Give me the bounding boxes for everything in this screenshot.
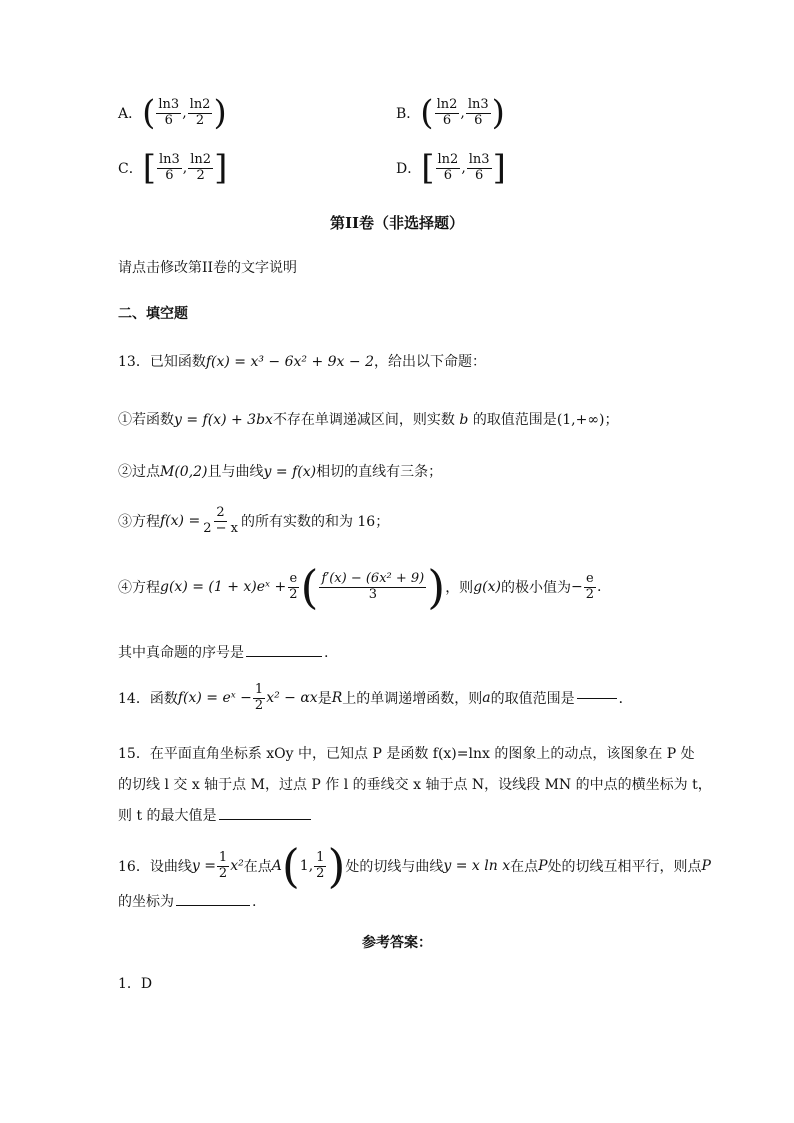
q16-P: P: [538, 858, 548, 874]
numerator: 1: [218, 849, 228, 865]
q16-a1: 1,: [299, 858, 314, 874]
prop2-expr: y = f(x): [263, 464, 317, 480]
numerator: ln3: [467, 96, 489, 112]
part-title: 第II卷（非选择题）: [329, 214, 465, 232]
denominator: 2: [316, 865, 325, 881]
open-paren: (: [281, 839, 300, 893]
denominator: 6: [474, 112, 483, 128]
denominator: 2: [585, 586, 594, 602]
fraction: [584, 572, 596, 603]
q16-mid: 处的切线与曲线: [345, 859, 444, 875]
prop4-end: .: [596, 579, 602, 595]
q13-ask: [118, 642, 328, 662]
numerator: ln3: [158, 96, 180, 112]
prop2-tail: 相切的直线有三条；: [316, 464, 443, 480]
prop1-expr: y = f(x) + 3bx: [174, 412, 273, 428]
q16-line-2: [118, 891, 256, 911]
denominator: 6: [443, 167, 453, 183]
answers-title: 参考答案：: [362, 935, 432, 951]
q16-A: A: [271, 858, 282, 874]
fraction: [217, 851, 229, 882]
denominator: 6: [475, 167, 484, 183]
close-paren: ): [427, 560, 446, 614]
fraction: [188, 153, 213, 184]
fraction: [156, 98, 181, 129]
fraction: [435, 98, 460, 129]
q16-curve: y = x ln x: [443, 858, 511, 874]
numerator: f′(x) − (6x² + 9): [321, 570, 425, 586]
numerator: ln3: [468, 151, 490, 167]
denominator: 6: [165, 167, 174, 183]
q14: [118, 683, 633, 714]
prop4-lead: ④方程: [118, 580, 160, 596]
q14-a: a: [482, 690, 491, 707]
fraction: [467, 153, 492, 184]
fraction: [436, 153, 461, 184]
close-paren: ): [491, 93, 505, 133]
fraction: [253, 683, 265, 714]
q16-label: 16．设曲线: [118, 859, 192, 875]
denominator: 2: [254, 697, 264, 713]
q13-tail: ，给出以下命题：: [374, 354, 486, 370]
denominator: 3: [368, 586, 377, 602]
q16-line-2-text: 的坐标为: [118, 894, 174, 910]
answer-blank[interactable]: [219, 818, 311, 820]
option-label: C．: [118, 161, 143, 177]
close-paren: ): [213, 93, 227, 133]
option-d: D． [ $\frac{\ln 2}{6}$ , $\frac{\ln 3}{6}$ ]: [396, 148, 506, 188]
fraction: [201, 506, 240, 537]
denominator: 2: [218, 865, 228, 881]
open-bracket: [: [421, 148, 435, 188]
answer-1: 1．D: [118, 976, 153, 992]
numerator: e: [289, 570, 298, 586]
q13-proposition-4: [118, 560, 602, 614]
prop4-neg: −: [570, 579, 583, 595]
q15-line-3: [118, 805, 313, 825]
q14-end: ．: [618, 691, 633, 708]
open-paren: (: [142, 93, 156, 133]
q13-function: f(x) = x³ − 6x² + 9x − 2: [205, 354, 374, 370]
q14-mid: 是: [317, 691, 332, 708]
option-b: B． ( $\frac{\ln 2}{6}$ , $\frac{\ln 3}{6}$ ): [396, 93, 505, 133]
prop3-tail: 的所有实数的和为 16；: [240, 514, 390, 531]
option-a: A． ( $\frac{\ln 3}{6}$ , $\frac{\ln 2}{2}$ ): [118, 93, 227, 133]
q14-label: 14．函数: [118, 691, 178, 708]
denominator: 2: [196, 167, 205, 183]
prop1-tail: 的取值范围是: [472, 412, 557, 428]
option-label: D．: [396, 161, 422, 177]
denominator: 6: [442, 112, 452, 128]
prop4-tail: 的极小值为: [500, 580, 571, 596]
q15-line-2: 的切线 l 交 x 轴于点 M，过点 P 作 l 的垂线交 x 轴于点 N，设线段 MN 的中点的横坐标为 t，: [118, 777, 712, 793]
numerator: e: [585, 570, 594, 586]
q13-ask-end: .: [324, 645, 329, 661]
q16-P2: P: [701, 858, 711, 874]
prop2-point: M(0,2): [160, 464, 208, 480]
q14-lhs: f(x) = eˣ −: [177, 690, 252, 707]
numerator: 1: [254, 682, 264, 697]
fraction: [314, 851, 326, 882]
prop2-lead: ②过点: [118, 464, 160, 480]
prop1-range: (1,+∞)；: [556, 412, 619, 428]
denominator: 6: [164, 112, 173, 128]
fraction: [157, 153, 182, 184]
option-label: A．: [118, 106, 143, 122]
q16-tail: 处的切线互相平行，则点: [547, 859, 702, 875]
fraction: [287, 572, 299, 603]
open-paren: (: [420, 93, 434, 133]
prop1-var: b: [459, 412, 469, 428]
numerator: ln2: [190, 151, 212, 167]
prop1-mid: 不存在单调递减区间，则实数: [272, 412, 455, 428]
answer-blank[interactable]: [246, 655, 322, 657]
open-bracket: [: [142, 148, 156, 188]
denominator: 2: [195, 112, 205, 128]
q14-rest: x² − αx: [266, 690, 318, 707]
q13-proposition-1: [118, 409, 619, 429]
prop4-lhs: g(x) = (1 + x)eˣ +: [160, 579, 287, 595]
close-bracket: ]: [214, 148, 228, 188]
numerator: ln2: [436, 96, 458, 112]
prop4-gx: g(x): [473, 579, 501, 595]
numerator: ln2: [189, 96, 211, 112]
q13-proposition-2: [118, 461, 442, 481]
option-c: C． [ $\frac{\ln 3}{6}$ , $\frac{\ln 2}{2}$ ]: [118, 148, 228, 188]
q14-R: R: [331, 690, 343, 707]
q16-end: .: [252, 894, 257, 910]
section-title: 二、填空题: [118, 306, 188, 322]
close-bracket: ]: [492, 148, 506, 188]
fraction: [188, 98, 213, 129]
q13-proposition-3: [118, 506, 389, 537]
q15-line-1: 15．在平面直角坐标系 xOy 中，已知点 P 是函数 f(x)=lnx 的图象上的动点，该图象在 P 处: [118, 746, 695, 762]
q16-mid2: 在点: [510, 859, 539, 875]
q16-y: y =: [191, 858, 216, 874]
option-label: B．: [396, 106, 421, 122]
open-paren: (: [300, 560, 319, 614]
q14-tail: 的取值范围是: [490, 691, 575, 708]
q16-at: 在点: [243, 859, 272, 875]
prop4-mid: ，则: [445, 580, 474, 596]
q13-label: 13．已知函数: [118, 354, 206, 370]
fraction: [466, 98, 491, 129]
denominator: 2: [289, 586, 298, 602]
prop1-lead: ①若函数: [118, 412, 174, 428]
answer-blank[interactable]: [577, 697, 617, 699]
numerator: ln3: [158, 151, 180, 167]
q13-intro: [118, 351, 486, 371]
prop3-lead: ③方程: [118, 514, 160, 531]
part-note: 请点击修改第II卷的文字说明: [118, 260, 298, 276]
numerator: 1: [316, 849, 325, 865]
q13-ask-text: 其中真命题的序号是: [118, 645, 244, 661]
denominator: 2 − x: [203, 520, 238, 536]
prop2-mid: 且与曲线: [207, 464, 264, 480]
q16-x2: x²: [230, 858, 244, 874]
q16-line-1: [118, 839, 711, 893]
prop3-lhs: f(x) =: [160, 513, 201, 530]
answer-blank[interactable]: [176, 904, 250, 906]
numerator: 2: [216, 505, 225, 520]
q15-line-3-text: 则 t 的最大值是: [118, 808, 217, 824]
q14-mid2: 上的单调递增函数，则: [342, 691, 483, 708]
numerator: ln2: [437, 151, 459, 167]
fraction: [319, 572, 426, 603]
close-paren: ): [327, 839, 346, 893]
